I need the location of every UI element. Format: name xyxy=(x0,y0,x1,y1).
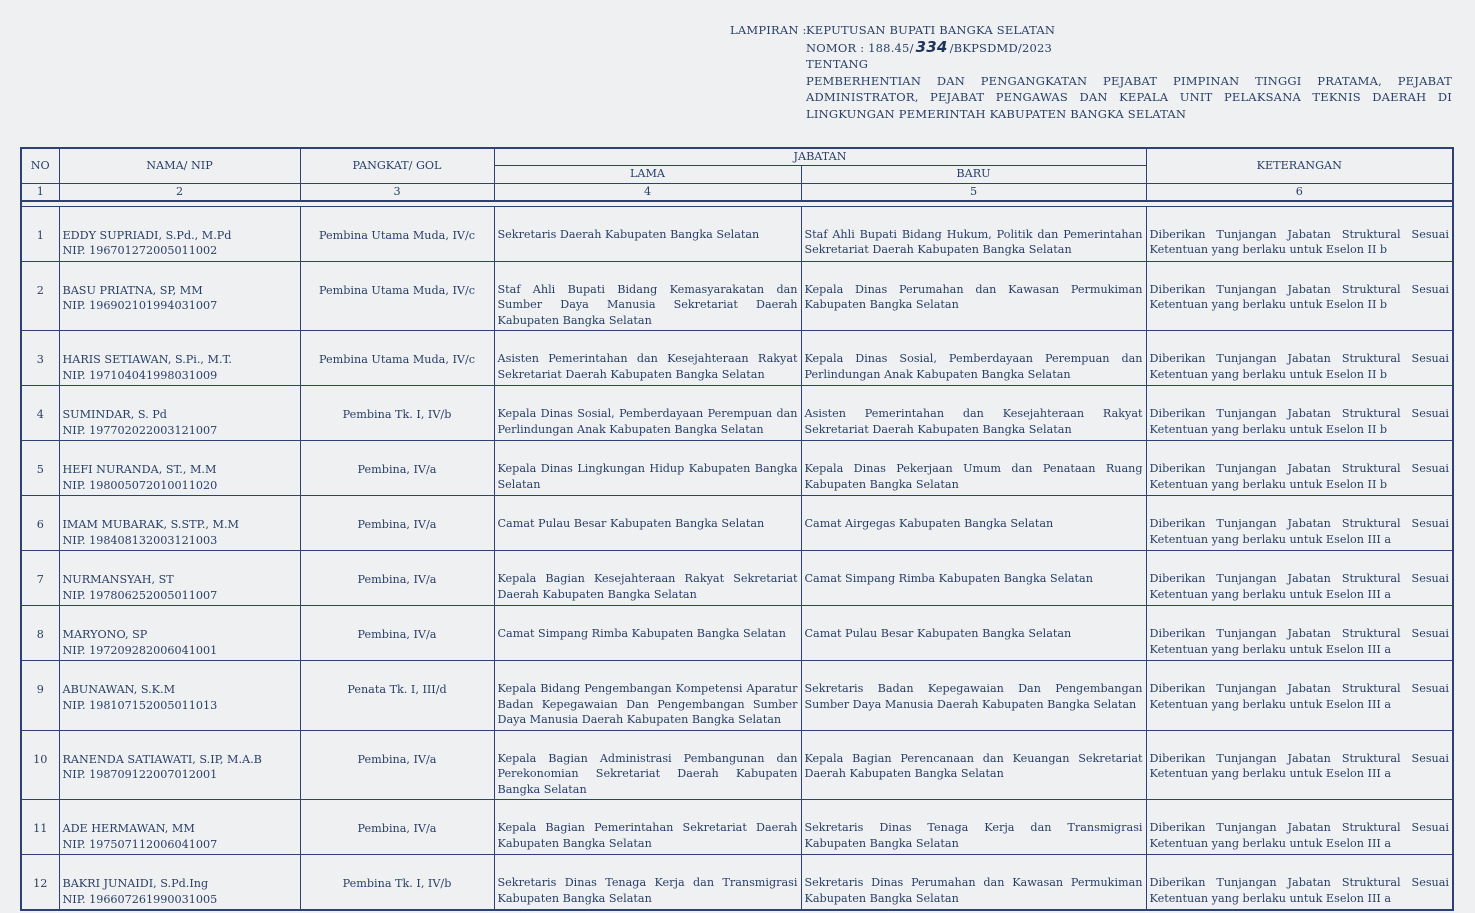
row-number: 9 xyxy=(21,661,59,731)
employee-nip: NIP. 197806252005011007 xyxy=(62,588,218,602)
employee-name: RANENDA SATIAWATI, S.IP, M.A.B xyxy=(62,752,262,766)
rank-grade: Penata Tk. I, III/d xyxy=(300,661,494,731)
remarks: Diberikan Tunjangan Jabatan Struktural Sesuai Ketentuan yang berlaku untuk Eselon III a xyxy=(1146,855,1453,911)
rank-grade: Pembina Tk. I, IV/b xyxy=(300,386,494,441)
name-nip-cell xyxy=(59,386,300,441)
rank-grade: Pembina, IV/a xyxy=(300,551,494,606)
name-nip-cell xyxy=(59,206,300,261)
row-number: 3 xyxy=(21,331,59,386)
table-row xyxy=(21,855,1453,911)
remarks: Diberikan Tunjangan Jabatan Struktural Sesuai Ketentuan yang berlaku untuk Eselon III a xyxy=(1146,661,1453,731)
row-number: 5 xyxy=(21,441,59,496)
employee-name: BAKRI JUNAIDI, S.Pd.Ing xyxy=(62,877,209,890)
old-position: Kepala Dinas Sosial, Pemberdayaan Perempuan dan Perlindungan Anak Kabupaten Bangka Selatan xyxy=(494,386,801,441)
old-position: Kepala Bagian Pemerintahan Sekretariat Daerah Kabupaten Bangka Selatan xyxy=(494,800,801,855)
remarks: Diberikan Tunjangan Jabatan Struktural Sesuai Ketentuan yang berlaku untuk Eselon III a xyxy=(1146,800,1453,855)
table-row xyxy=(21,386,1453,441)
column-number: 3 xyxy=(300,183,494,201)
table-row xyxy=(21,661,1453,731)
remarks: Diberikan Tunjangan Jabatan Struktural Sesuai Ketentuan yang berlaku untuk Eselon III a xyxy=(1146,496,1453,551)
table-row xyxy=(21,606,1453,661)
name-nip-cell xyxy=(59,730,300,800)
old-position: Sekretaris Daerah Kabupaten Bangka Selatan xyxy=(494,206,801,261)
name-nip-cell xyxy=(59,855,300,911)
employee-name: MARYONO, SP xyxy=(62,628,148,641)
old-position: Camat Simpang Rimba Kabupaten Bangka Selatan xyxy=(494,606,801,661)
employee-nip: NIP. 197507112006041007 xyxy=(62,837,218,851)
table-row xyxy=(21,331,1453,386)
table-row xyxy=(21,206,1453,261)
name-nip-cell xyxy=(59,261,300,331)
remarks: Diberikan Tunjangan Jabatan Struktural Sesuai Ketentuan yang berlaku untuk Eselon III a xyxy=(1146,730,1453,800)
column-number: 4 xyxy=(494,183,801,201)
nomor-prefix: NOMOR : 188.45/ xyxy=(806,40,914,55)
old-position: Staf Ahli Bupati Bidang Kemasyarakatan dan Sumber Daya Manusia Sekretariat Daerah Kabupaten Bangka Selatan xyxy=(494,261,801,331)
nomor xyxy=(806,39,1452,57)
remarks: Diberikan Tunjangan Jabatan Struktural Sesuai Ketentuan yang berlaku untuk Eselon II b xyxy=(1146,206,1453,261)
employee-nip: NIP. 197209282006041001 xyxy=(62,643,218,657)
header-lama: LAMA xyxy=(494,165,801,183)
rank-grade: Pembina, IV/a xyxy=(300,730,494,800)
rank-grade: Pembina, IV/a xyxy=(300,800,494,855)
mutasi-table xyxy=(20,147,1454,911)
employee-nip: NIP. 196701272005011002 xyxy=(62,244,218,257)
row-number: 12 xyxy=(21,855,59,911)
employee-nip: NIP. 196607261990031005 xyxy=(62,892,218,906)
nomor-line xyxy=(730,39,1452,57)
rank-grade: Pembina Utama Muda, IV/c xyxy=(300,206,494,261)
new-position: Camat Simpang Rimba Kabupaten Bangka Selatan xyxy=(801,551,1146,606)
header-pangkat-gol: PANGKAT/ GOL xyxy=(300,148,494,183)
new-position: Sekretaris Badan Kepegawaian Dan Pengembangan Sumber Daya Manusia Daerah Kabupaten Bangka Selatan xyxy=(801,661,1146,731)
table-row xyxy=(21,496,1453,551)
name-nip-cell xyxy=(59,606,300,661)
employee-name: HARIS SETIAWAN, S.Pi., M.T. xyxy=(62,353,232,366)
name-nip-cell xyxy=(59,661,300,731)
employee-name: ADE HERMAWAN, MM xyxy=(62,822,195,835)
remarks: Diberikan Tunjangan Jabatan Struktural Sesuai Ketentuan yang berlaku untuk Eselon III a xyxy=(1146,606,1453,661)
table-row xyxy=(21,261,1453,331)
old-position: Kepala Bidang Pengembangan Kompetensi Aparatur Badan Kepegawaian Dan Pengembangan Sumber Daya Manusia Daerah Kabupaten Bangka Selatan xyxy=(494,661,801,731)
old-position: Sekretaris Dinas Tenaga Kerja dan Transmigrasi Kabupaten Bangka Selatan xyxy=(494,855,801,911)
header-nama-nip: NAMA/ NIP xyxy=(59,148,300,183)
remarks: Diberikan Tunjangan Jabatan Struktural Sesuai Ketentuan yang berlaku untuk Eselon II b xyxy=(1146,386,1453,441)
document-header xyxy=(730,22,1452,122)
new-position: Sekretaris Dinas Perumahan dan Kawasan Permukiman Kabupaten Bangka Selatan xyxy=(801,855,1146,911)
tentang-label: TENTANG xyxy=(806,57,869,71)
old-position: Kepala Dinas Lingkungan Hidup Kabupaten Bangka Selatan xyxy=(494,441,801,496)
name-nip-cell xyxy=(59,496,300,551)
header-no: NO xyxy=(21,148,59,183)
employee-name: NURMANSYAH, ST xyxy=(62,573,174,586)
perihal-text: PEMBERHENTIAN DAN PENGANGKATAN PEJABAT PIMPINAN TINGGI PRATAMA, PEJABAT ADMINISTRATOR, PEJABAT PENGAWAS DAN KEPALA UNIT PELAKSANA TEKNIS DAERAH DI LINGKUNGAN PEMERINTAH KABUPATEN BANGKA SELATAN xyxy=(806,73,1452,121)
employee-name: HEFI NURANDA, ST., M.M xyxy=(62,463,217,476)
table-row xyxy=(21,551,1453,606)
row-number: 6 xyxy=(21,496,59,551)
name-nip-cell xyxy=(59,331,300,386)
perihal-line xyxy=(730,73,1452,123)
employee-nip: NIP. 196902101994031007 xyxy=(62,299,218,312)
employee-nip: NIP. 198709122007012001 xyxy=(62,768,218,781)
column-number-row xyxy=(21,183,1453,201)
table-row xyxy=(21,800,1453,855)
new-position: Kepala Dinas Sosial, Pemberdayaan Perempuan dan Perlindungan Anak Kabupaten Bangka Selatan xyxy=(801,331,1146,386)
keputusan-title: KEPUTUSAN BUPATI BANGKA SELATAN xyxy=(806,23,1056,37)
table-row xyxy=(21,730,1453,800)
table-body xyxy=(21,206,1453,910)
name-nip-cell xyxy=(59,800,300,855)
remarks: Diberikan Tunjangan Jabatan Struktural Sesuai Ketentuan yang berlaku untuk Eselon III a xyxy=(1146,551,1453,606)
remarks: Diberikan Tunjangan Jabatan Struktural Sesuai Ketentuan yang berlaku untuk Eselon II b xyxy=(1146,261,1453,331)
employee-nip: NIP. 198107152005011013 xyxy=(62,698,218,712)
old-position: Camat Pulau Besar Kabupaten Bangka Selatan xyxy=(494,496,801,551)
row-number: 7 xyxy=(21,551,59,606)
new-position: Sekretaris Dinas Tenaga Kerja dan Transmigrasi Kabupaten Bangka Selatan xyxy=(801,800,1146,855)
new-position: Asisten Pemerintahan dan Kesejahteraan Rakyat Sekretariat Daerah Kabupaten Bangka Selatan xyxy=(801,386,1146,441)
row-number: 2 xyxy=(21,261,59,331)
new-position: Camat Pulau Besar Kabupaten Bangka Selatan xyxy=(801,606,1146,661)
rank-grade: Pembina Utama Muda, IV/c xyxy=(300,331,494,386)
column-number: 5 xyxy=(801,183,1146,201)
remarks: Diberikan Tunjangan Jabatan Struktural Sesuai Ketentuan yang berlaku untuk Eselon II b xyxy=(1146,331,1453,386)
employee-name: IMAM MUBARAK, S.STP., M.M xyxy=(62,518,239,531)
new-position: Kepala Dinas Pekerjaan Umum dan Penataan Ruang Kabupaten Bangka Selatan xyxy=(801,441,1146,496)
employee-name: SUMINDAR, S. Pd xyxy=(62,408,167,421)
column-number: 2 xyxy=(59,183,300,201)
rank-grade: Pembina, IV/a xyxy=(300,606,494,661)
tentang-line xyxy=(730,56,1452,73)
rank-grade: Pembina, IV/a xyxy=(300,441,494,496)
new-position: Staf Ahli Bupati Bidang Hukum, Politik dan Pemerintahan Sekretariat Daerah Kabupaten Bangka Selatan xyxy=(801,206,1146,261)
table-row xyxy=(21,441,1453,496)
nomor-handwritten: 334 xyxy=(915,37,948,56)
employee-nip: NIP. 197702022003121007 xyxy=(62,423,218,437)
header-jabatan: JABATAN xyxy=(494,148,1146,165)
new-position: Kepala Bagian Perencanaan dan Keuangan Sekretariat Daerah Kabupaten Bangka Selatan xyxy=(801,730,1146,800)
old-position: Kepala Bagian Kesejahteraan Rakyat Sekretariat Daerah Kabupaten Bangka Selatan xyxy=(494,551,801,606)
row-number: 8 xyxy=(21,606,59,661)
header-baru: BARU xyxy=(801,165,1146,183)
header-keterangan: KETERANGAN xyxy=(1146,148,1453,183)
nomor-suffix: /BKPSDMD/2023 xyxy=(949,40,1053,55)
remarks: Diberikan Tunjangan Jabatan Struktural Sesuai Ketentuan yang berlaku untuk Eselon II b xyxy=(1146,441,1453,496)
employee-nip: NIP. 198005072010011020 xyxy=(62,478,218,492)
row-number: 11 xyxy=(21,800,59,855)
new-position: Camat Airgegas Kabupaten Bangka Selatan xyxy=(801,496,1146,551)
row-number: 10 xyxy=(21,730,59,800)
old-position: Kepala Bagian Administrasi Pembangunan dan Perekonomian Sekretariat Daerah Kabupaten Bangka Selatan xyxy=(494,730,801,800)
column-number: 1 xyxy=(21,183,59,201)
lampiran-label: LAMPIRAN : xyxy=(730,23,807,37)
rank-grade: Pembina Utama Muda, IV/c xyxy=(300,261,494,331)
column-number: 6 xyxy=(1146,183,1453,201)
rank-grade: Pembina, IV/a xyxy=(300,496,494,551)
name-nip-cell xyxy=(59,441,300,496)
employee-name: ABUNAWAN, S.K.M xyxy=(62,683,176,696)
employee-name: EDDY SUPRIADI, S.Pd., M.Pd xyxy=(62,228,232,242)
old-position: Asisten Pemerintahan dan Kesejahteraan Rakyat Sekretariat Daerah Kabupaten Bangka Selatan xyxy=(494,331,801,386)
employee-name: BASU PRIATNA, SP, MM xyxy=(62,283,203,297)
new-position: Kepala Dinas Perumahan dan Kawasan Permukiman Kabupaten Bangka Selatan xyxy=(801,261,1146,331)
name-nip-cell xyxy=(59,551,300,606)
row-number: 1 xyxy=(21,206,59,261)
employee-nip: NIP. 198408132003121003 xyxy=(62,533,218,547)
row-number: 4 xyxy=(21,386,59,441)
lampiran-line xyxy=(730,22,1452,39)
employee-nip: NIP. 197104041998031009 xyxy=(62,368,218,382)
rank-grade: Pembina Tk. I, IV/b xyxy=(300,855,494,911)
